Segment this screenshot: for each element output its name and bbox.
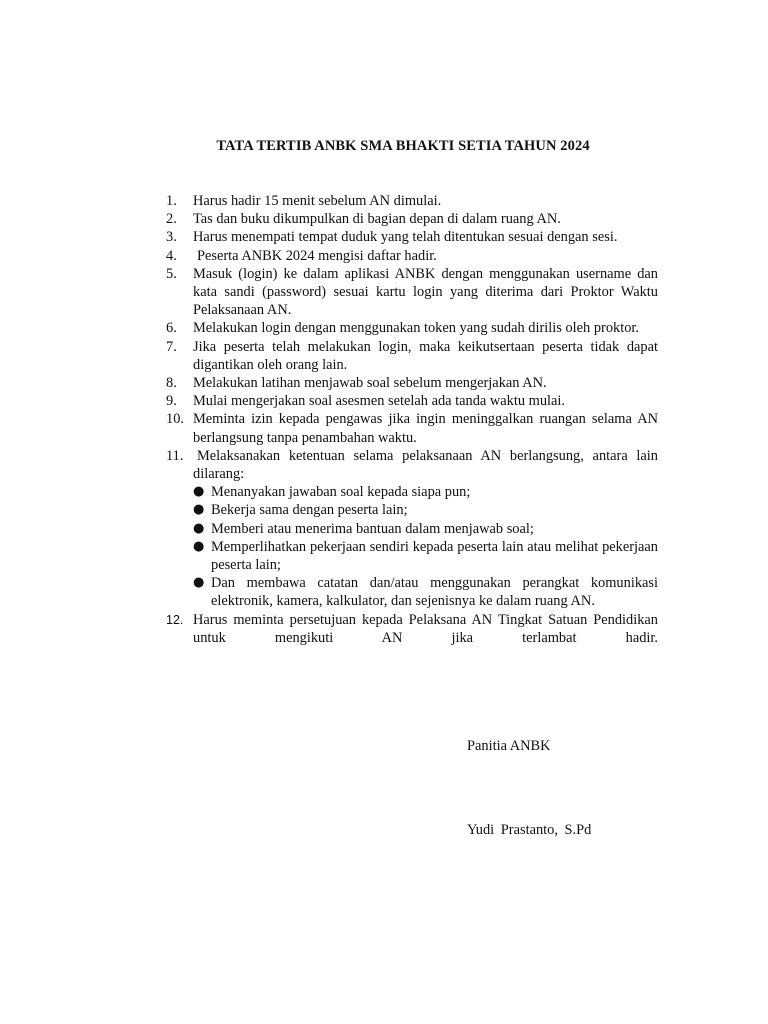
rule-number: 4. (166, 247, 177, 264)
rule-number: 7. (166, 338, 177, 355)
rule-text: Harus hadir 15 menit sebelum AN dimulai. (193, 193, 442, 209)
bullet-icon: ● (193, 520, 205, 536)
rule-item (166, 265, 658, 320)
rule-text: Melakukan login dengan menggunakan token yang sudah dirilis oleh proktor. (193, 320, 640, 337)
rule-text: Harus menempati tempat duduk yang telah ditentukan sesuai dengan sesi. (193, 229, 618, 246)
rule-text: Peserta ANBK 2024 mengisi daftar hadir. (197, 247, 437, 264)
prohibition-item (193, 501, 658, 519)
rule-text: Melakukan latihan menjawab soal sebelum mengerjakan AN. (193, 375, 547, 392)
prohibition-item (193, 538, 658, 574)
rule-text: Harus meminta persetujuan kepada Pelaksana AN Tingkat Satuan Pendidikan untuk mengikuti AN jika terlambat hadir. (193, 611, 658, 646)
prohibition-item (193, 574, 658, 610)
rule-number: 3. (166, 229, 177, 246)
prohibition-text: Memberi atau menerima bantuan dalam menjawab soal; (211, 520, 534, 537)
rule-text: Melaksanakan ketentuan selama pelaksanaan AN berlangsung, antara lain dilarang: (193, 447, 658, 483)
rule-number: 6. (166, 320, 177, 337)
rule-item (166, 338, 658, 374)
bullet-icon: ● (193, 484, 205, 500)
rule-text: Jika peserta telah melakukan login, maka keikutsertaan peserta tidak dapat digantikan oleh orang lain. (193, 338, 658, 373)
rule-item (166, 374, 658, 392)
rule-item (166, 447, 658, 611)
rule-item (166, 410, 658, 446)
rule-number: 8. (166, 375, 177, 392)
prohibition-item (193, 520, 658, 538)
rule-number: 11. (166, 447, 184, 464)
document-title: TATA TERTIB ANBK SMA BHAKTI SETIA TAHUN 2024 (216, 138, 590, 154)
rule-text: Masuk (login) ke dalam aplikasi ANBK dengan menggunakan username dan kata sandi (password) sesuai kartu login yang diterima dari Proktor Waktu Pelaksanaan AN. (193, 265, 658, 319)
rule-number: 2. (166, 211, 177, 228)
rule-text: Mulai mengerjakan soal asesmen setelah ada tanda waktu mulai. (193, 393, 566, 410)
rule-item (166, 247, 658, 265)
rule-item (166, 611, 658, 647)
prohibition-text: Memperlihatkan pekerjaan sendiri kepada peserta lain atau melihat pekerjaan peserta lain; (211, 538, 658, 574)
rule-number: 12. (166, 612, 184, 627)
rule-number: 10. (166, 411, 184, 428)
rules-list (166, 192, 658, 647)
rule-number: 5. (166, 265, 177, 282)
prohibition-item (193, 483, 658, 501)
signature-committee: Panitia ANBK (467, 738, 551, 754)
rule-text: Meminta izin kepada pengawas jika ingin meninggalkan ruangan selama AN berlangsung tanpa penambahan waktu. (193, 411, 658, 446)
prohibitions-list (193, 483, 658, 610)
rule-item (166, 228, 658, 246)
rule-number: 1. (166, 193, 177, 209)
signature-name: Yudi Prastanto, S.Pd (467, 822, 592, 838)
rule-item (166, 319, 658, 337)
rule-number: 9. (166, 393, 177, 410)
bullet-icon: ● (193, 575, 205, 591)
rule-item (166, 192, 658, 210)
prohibition-text: Menanyakan jawaban soal kepada siapa pun; (211, 484, 471, 501)
rule-text: Tas dan buku dikumpulkan di bagian depan di dalam ruang AN. (193, 211, 561, 228)
rule-item (166, 392, 658, 410)
prohibition-text: Dan membawa catatan dan/atau menggunakan perangkat komunikasi elektronik, kamera, kalkulator, dan sejenisnya ke dalam ruang AN. (211, 575, 658, 610)
bullet-icon: ● (193, 538, 205, 554)
rule-item (166, 210, 658, 228)
bullet-icon: ● (193, 502, 205, 518)
prohibition-text: Bekerja sama dengan peserta lain; (211, 502, 408, 519)
